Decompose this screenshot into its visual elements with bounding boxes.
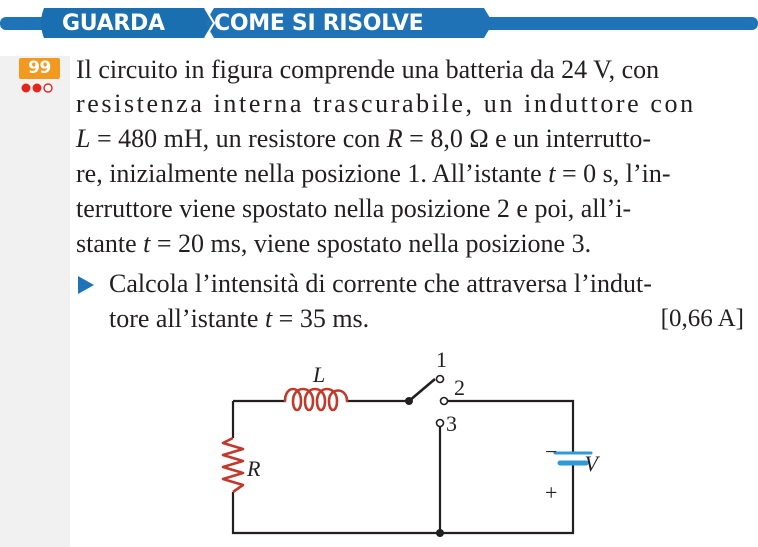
- switch-label-2: 2: [454, 375, 465, 400]
- battery-plus: +: [545, 480, 558, 505]
- circuit-diagram: [200, 345, 600, 545]
- line-4-part-b: = 0 s, l’in-: [555, 159, 671, 188]
- switch-label-3: 3: [446, 411, 457, 436]
- header-come-si-risolve: COME SI RISOLVE: [214, 11, 424, 36]
- var-t: t: [143, 229, 151, 258]
- problem-text-line-6: [76, 229, 591, 259]
- line-4-part-a: re, inizialmente nella posizione 1. All’istante: [76, 159, 549, 188]
- task-text-line-1: Calcola l’intensità di corrente che attraversa l’indut-: [109, 269, 652, 298]
- battery-minus: −: [545, 439, 558, 464]
- problem-text-line-5: terruttore viene spostato nella posizione 2 e poi, all’i-: [76, 194, 632, 223]
- var-R: R: [386, 124, 403, 153]
- label-L: L: [313, 362, 326, 387]
- problem-text-line-3: [76, 124, 651, 154]
- answer: [0,66 A]: [660, 305, 744, 332]
- left-margin: [0, 56, 70, 547]
- problem-text-line-2: resistenza interna trascurabile, un induttore con: [76, 89, 696, 118]
- line-3-part-b: = 8,0 Ω e un interrutto-: [402, 124, 652, 153]
- header-guarda: GUARDA: [62, 11, 165, 36]
- section-header: [0, 8, 758, 38]
- task-line-2-part-b: = 35 ms.: [272, 304, 370, 333]
- problem-text-line-1: Il circuito in figura comprende una batteria da 24 V, con: [76, 55, 660, 84]
- task-text-line-2: [109, 304, 369, 334]
- problem-number: 99: [19, 58, 60, 79]
- difficulty-dots-icon: [21, 82, 61, 94]
- line-6-part-b: = 20 ms, viene spostato nella posizione 3.: [150, 229, 592, 258]
- var-L: L: [76, 124, 91, 153]
- line-3-part-a: = 480 mH, un resistore con: [90, 124, 387, 153]
- label-R: R: [247, 456, 261, 481]
- task-line-2-part-a: tore all’istante: [109, 304, 265, 333]
- line-6-part-a: stante: [76, 229, 144, 258]
- switch-label-1: 1: [436, 347, 447, 372]
- problem-text-line-4: [76, 159, 670, 189]
- task-arrow-icon: [76, 275, 96, 295]
- resistor: [223, 438, 243, 492]
- var-t: t: [264, 304, 273, 333]
- inductor: [285, 389, 347, 410]
- circuit-wires: [233, 401, 573, 533]
- switch: [405, 376, 448, 427]
- label-V: V: [584, 451, 598, 476]
- var-t: t: [548, 159, 556, 188]
- junction-dot: [436, 529, 444, 537]
